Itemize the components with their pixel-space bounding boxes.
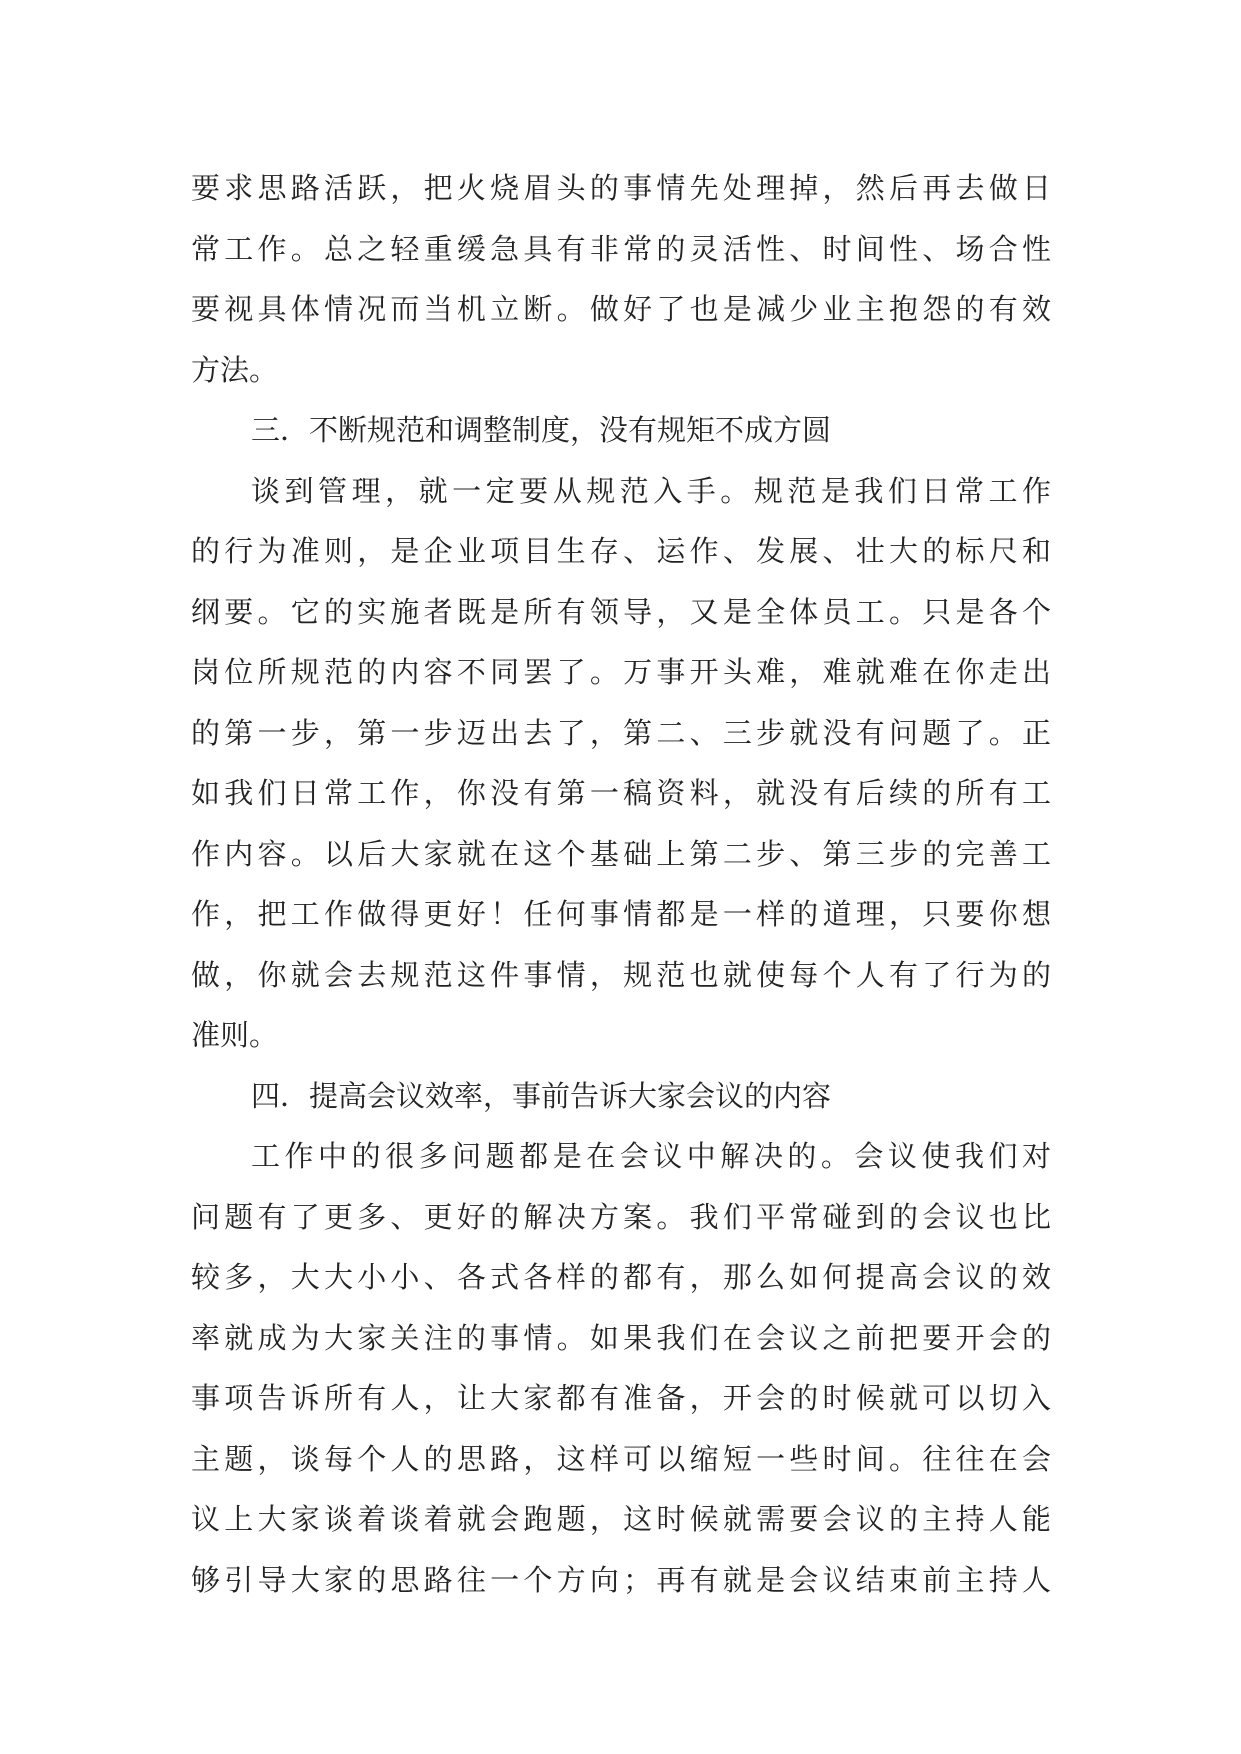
- text-line: 问题有了更多、更好的解决方案。我们平常碰到的会议也比: [191, 1199, 1051, 1234]
- text-line: 的第一步，第一步迈出去了，第二、三步就没有问题了。正: [191, 715, 1051, 750]
- text-line: 谈到管理，就一定要从规范入手。规范是我们日常工作: [251, 473, 1051, 508]
- section-heading: 四．提高会议效率，事前告诉大家会议的内容: [251, 1078, 832, 1113]
- text-line: 工作中的很多问题都是在会议中解决的。会议使我们对: [251, 1139, 1051, 1173]
- text-line: 事项告诉所有人，让大家都有准备，开会的时候就可以切入: [191, 1381, 1051, 1415]
- text-line: 如我们日常工作，你没有第一稿资料，就没有后续的所有工: [191, 776, 1051, 810]
- text-line: 的行为准则，是企业项目生存、运作、发展、壮大的标尺和: [191, 534, 1051, 568]
- text-line: 常工作。总之轻重缓急具有非常的灵活性、时间性、场合性: [191, 231, 1051, 266]
- text-line: 作，把工作做得更好！任何事情都是一样的道理，只要你想: [191, 897, 1051, 931]
- text-line: 准则。: [191, 1018, 279, 1052]
- text-line: 做，你就会去规范这件事情，规范也就使每个人有了行为的: [191, 957, 1051, 992]
- text-line: 要视具体情况而当机立断。做好了也是减少业主抱怨的有效: [191, 292, 1051, 326]
- text-line: 主题，谈每个人的思路，这样可以缩短一些时间。往往在会: [191, 1441, 1051, 1476]
- text-line: 率就成为大家关注的事情。如果我们在会议之前把要开会的: [191, 1320, 1051, 1355]
- text-line: 岗位所规范的内容不同罢了。万事开头难，难就难在你走出: [191, 655, 1051, 689]
- text-line: 作内容。以后大家就在这个基础上第二步、第三步的完善工: [191, 836, 1051, 871]
- text-line: 要求思路活跃，把火烧眉头的事情先处理掉，然后再去做日: [191, 171, 1051, 205]
- body-text: [191, 158, 1051, 1610]
- section-heading: 三．不断规范和调整制度，没有规矩不成方圆: [251, 413, 832, 447]
- text-line: 方法。: [191, 352, 279, 387]
- text-line: 够引导大家的思路往一个方向；再有就是会议结束前主持人: [191, 1562, 1051, 1597]
- text-line: 议上大家谈着谈着就会跑题，这时候就需要会议的主持人能: [191, 1502, 1051, 1536]
- text-line: 纲要。它的实施者既是所有领导，又是全体员工。只是各个: [191, 594, 1051, 629]
- text-line: 较多，大大小小、各式各样的都有，那么如何提高会议的效: [191, 1260, 1051, 1294]
